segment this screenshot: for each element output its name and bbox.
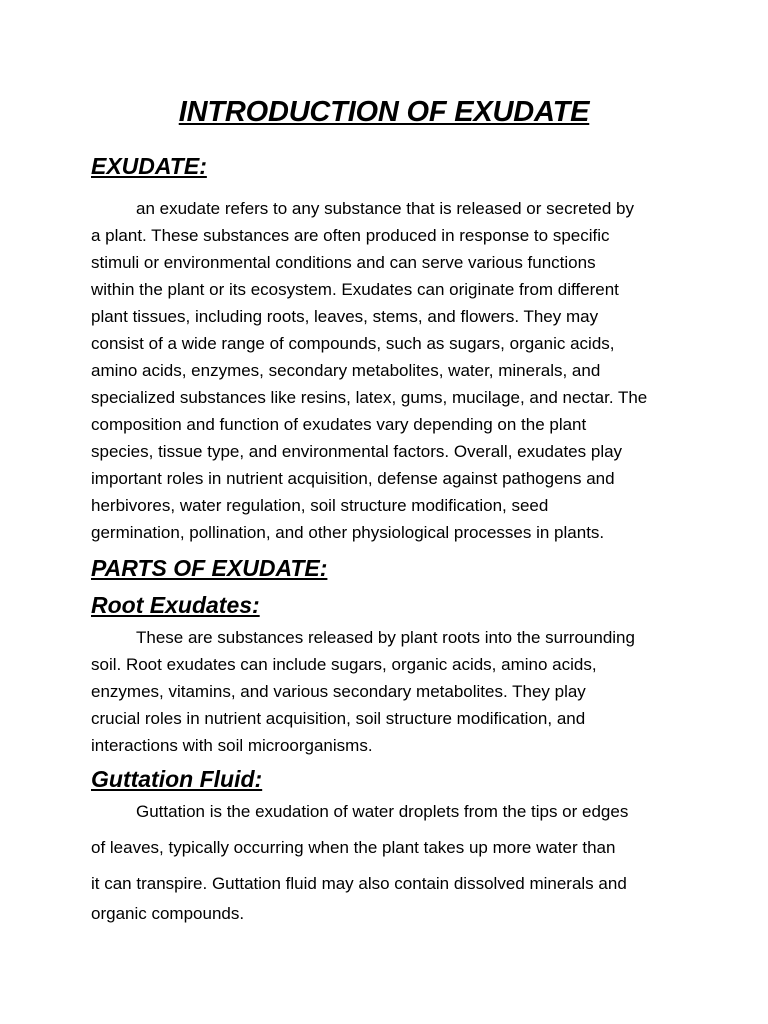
paragraph-line: composition and function of exudates vary depending on the plant bbox=[91, 415, 587, 434]
paragraph-line: a plant. These substances are often produced in response to specific bbox=[91, 226, 610, 245]
paragraph-line: species, tissue type, and environmental factors. Overall, exudates play bbox=[91, 442, 623, 461]
paragraph-line: germination, pollination, and other physiological processes in plants. bbox=[91, 523, 605, 542]
paragraph-line: important roles in nutrient acquisition, defense against pathogens and bbox=[91, 469, 615, 488]
heading-guttation-fluid: Guttation Fluid: bbox=[91, 766, 263, 792]
paragraph-line: interactions with soil microorganisms. bbox=[91, 736, 373, 755]
paragraph-line: of leaves, typically occurring when the plant takes up more water than bbox=[91, 838, 616, 857]
paragraph-line: herbivores, water regulation, soil structure modification, seed bbox=[91, 496, 549, 515]
paragraph-line: specialized substances like resins, latex, gums, mucilage, and nectar. The bbox=[91, 388, 648, 407]
heading-exudate: EXUDATE: bbox=[91, 153, 207, 179]
paragraph-line: crucial roles in nutrient acquisition, soil structure modification, and bbox=[91, 709, 586, 728]
paragraph-line: These are substances released by plant roots into the surrounding bbox=[136, 628, 635, 647]
paragraph-line: amino acids, enzymes, secondary metabolites, water, minerals, and bbox=[91, 361, 601, 380]
paragraph-line: stimuli or environmental conditions and can serve various functions bbox=[91, 253, 596, 272]
heading-parts-of-exudate: PARTS OF EXUDATE: bbox=[91, 555, 328, 581]
paragraph-line: Guttation is the exudation of water droplets from the tips or edges bbox=[136, 802, 629, 821]
paragraph-line: plant tissues, including roots, leaves, stems, and flowers. They may bbox=[91, 307, 599, 326]
document-title: INTRODUCTION OF EXUDATE bbox=[178, 96, 590, 128]
paragraph-line: enzymes, vitamins, and various secondary metabolites. They play bbox=[91, 682, 586, 701]
paragraph-line: organic compounds. bbox=[91, 904, 245, 923]
paragraph-line: consist of a wide range of compounds, such as sugars, organic acids, bbox=[91, 334, 615, 353]
paragraph-line: an exudate refers to any substance that is released or secreted by bbox=[136, 199, 635, 218]
heading-root-exudates: Root Exudates: bbox=[91, 592, 260, 618]
paragraph-line: within the plant or its ecosystem. Exudates can originate from different bbox=[91, 280, 619, 299]
paragraph-line: it can transpire. Guttation fluid may also contain dissolved minerals and bbox=[91, 874, 627, 893]
paragraph-line: soil. Root exudates can include sugars, organic acids, amino acids, bbox=[91, 655, 597, 674]
